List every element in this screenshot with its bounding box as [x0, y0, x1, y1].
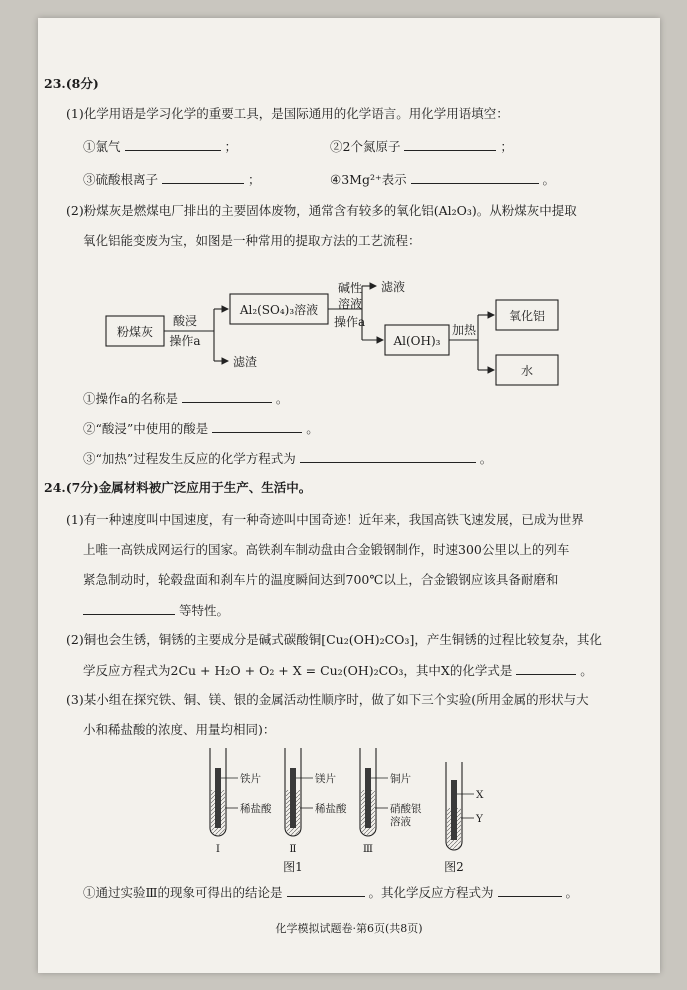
tube3-liquid-label-2: 溶液: [390, 816, 411, 828]
q24-part3-line1: (3)某小组在探究铁、铜、镁、银的金属活动性顺序时，做了如下三个实验(所用金属的形状与大: [66, 692, 589, 707]
answer-blank[interactable]: [404, 138, 496, 151]
tube2-liquid-label: 稀盐酸: [315, 803, 347, 815]
q23-item3-label: ③硫酸根离子: [83, 172, 159, 187]
answer-blank[interactable]: [411, 171, 539, 184]
tube4-y-label: Y: [476, 813, 483, 825]
figure2-caption: 图2: [444, 860, 464, 874]
flow-product2-label: 水: [520, 364, 534, 378]
q24-part2-line2: [83, 662, 593, 679]
q24-part3-line2: 小和稀盐酸的浓度、用量均相同)：: [83, 722, 276, 737]
flow-step2-line2: 溶液: [338, 297, 363, 311]
tube3-liquid-label-1: 硝酸银: [390, 803, 422, 815]
q24-part1-line4: [83, 602, 229, 619]
answer-blank[interactable]: [498, 884, 562, 897]
q24-part1-line1: (1)有一种速度叫中国速度，有一种奇迹叫中国奇迹！近年来，我国高铁飞速发展，已成为世界: [66, 512, 584, 527]
semicolon: ；: [224, 139, 237, 154]
flow-step1-bottom: 操作a: [169, 334, 201, 348]
q23-header: 23.(8分): [44, 76, 99, 91]
q23-sub2-text: ②“酸浸”中使用的酸是: [83, 421, 209, 436]
q23-sub3-text: ③“加热”过程发生反应的化学方程式为: [83, 451, 296, 466]
test-tube-figure: [38, 728, 660, 878]
q23-item2: [330, 138, 513, 155]
flow-step2-line1: 碱性: [338, 281, 363, 295]
q23-part2-line2: 氧化铝能变废为宝，如图是一种常用的提取方法的工艺流程：: [83, 233, 421, 248]
answer-blank[interactable]: [125, 138, 221, 151]
flow-heat-label: 加热: [452, 323, 477, 337]
q24-part1-line2: 上唯一高铁成网运行的国家。高铁刹车制动盘由合金锻钢制作，时速300公里以上的列车: [83, 542, 570, 557]
q23-item3: [83, 171, 261, 188]
q23-part2-line1: (2)粉煤灰是燃煤电厂排出的主要固体废物，通常含有较多的氧化铝(Al₂O₃)。从粉煤灰中提取: [66, 203, 577, 218]
flow-start-label: 粉煤灰: [116, 325, 154, 339]
q23-sub1: [83, 390, 288, 407]
q23-sub2: [83, 420, 319, 437]
answer-blank[interactable]: [182, 390, 272, 403]
q23-item1-label: ①氯气: [83, 139, 121, 154]
flow-step1-top: 酸浸: [172, 314, 198, 328]
q24-sub1-text2: 。其化学反应方程式为: [368, 885, 494, 900]
q24-part2-line1: (2)铜也会生锈，铜锈的主要成分是碱式碳酸铜[Cu₂(OH)₂CO₃]，产生铜锈的过程比较复杂，其化: [66, 632, 602, 647]
metal-strip-2: [290, 768, 296, 828]
tube2-label: Ⅱ: [289, 843, 297, 855]
tube1-metal-label: 铁片: [240, 773, 261, 785]
flow-filtrate-label: 滤液: [381, 280, 406, 294]
flow-al2so43-label: Al₂(SO₄)₃溶液: [239, 303, 319, 317]
tube1-liquid-label: 稀盐酸: [240, 803, 272, 815]
process-flow-diagram: [38, 248, 660, 393]
metal-strip-1: [215, 768, 221, 828]
q23-item4: [330, 171, 555, 188]
figure1-caption: 图1: [283, 860, 303, 874]
period: 。: [580, 663, 593, 678]
metal-strip-4: [451, 780, 457, 840]
flow-residue-label: 滤渣: [233, 355, 258, 369]
q24-sub1: [83, 884, 578, 901]
tube1-label: Ⅰ: [215, 843, 221, 855]
q24-part1-tail: 等特性。: [178, 603, 229, 618]
q23-part1-intro: (1)化学用语是学习化学的重要工具，是国际通用的化学语言。用化学用语填空：: [66, 106, 509, 121]
q23-item2-label: ②2个氮原子: [330, 139, 401, 154]
page-footer: 化学模拟试题卷·第6页(共8页): [275, 922, 423, 935]
answer-blank[interactable]: [212, 420, 302, 433]
tube4-x-label: X: [476, 789, 484, 801]
flow-step2-line3: 操作a: [334, 315, 366, 329]
q23-item1: [83, 138, 237, 155]
q23-item4-label: ④3Mg²⁺表示: [330, 172, 407, 187]
period: 。: [565, 885, 579, 900]
period: 。: [542, 172, 556, 187]
answer-blank[interactable]: [300, 450, 476, 463]
q24-header: 24.(7分)金属材料被广泛应用于生产、生活中。: [44, 480, 312, 495]
q24-part2-text: 学反应方程式为2Cu + H₂O + O₂ + X = Cu₂(OH)₂CO₃，其中X的化学式是: [83, 663, 513, 678]
answer-blank[interactable]: [516, 662, 576, 675]
answer-blank[interactable]: [83, 602, 175, 615]
period: 。: [275, 391, 289, 406]
tube2-metal-label: 镁片: [315, 773, 336, 785]
semicolon: ；: [500, 139, 513, 154]
q24-sub1-text: ①通过实验Ⅲ的现象可得出的结论是: [83, 885, 283, 900]
metal-strip-3: [365, 768, 371, 828]
q24-part1-line3: 紧急制动时，轮毂盘面和刹车片的温度瞬间达到700℃以上，合金锻钢应该具备耐磨和: [83, 572, 559, 587]
flow-product1-label: 氧化铝: [508, 309, 546, 323]
semicolon: ；: [247, 172, 261, 187]
q23-sub3: [83, 450, 492, 467]
period: 。: [479, 451, 493, 466]
tube3-label: Ⅲ: [362, 843, 374, 855]
answer-blank[interactable]: [287, 884, 365, 897]
period: 。: [306, 421, 319, 436]
q23-sub1-text: ①操作a的名称是: [83, 391, 178, 406]
answer-blank[interactable]: [162, 171, 244, 184]
exam-page: [38, 18, 660, 973]
tube3-metal-label: 铜片: [390, 773, 411, 785]
flow-aloh3-label: Al(OH)₃: [393, 334, 441, 348]
